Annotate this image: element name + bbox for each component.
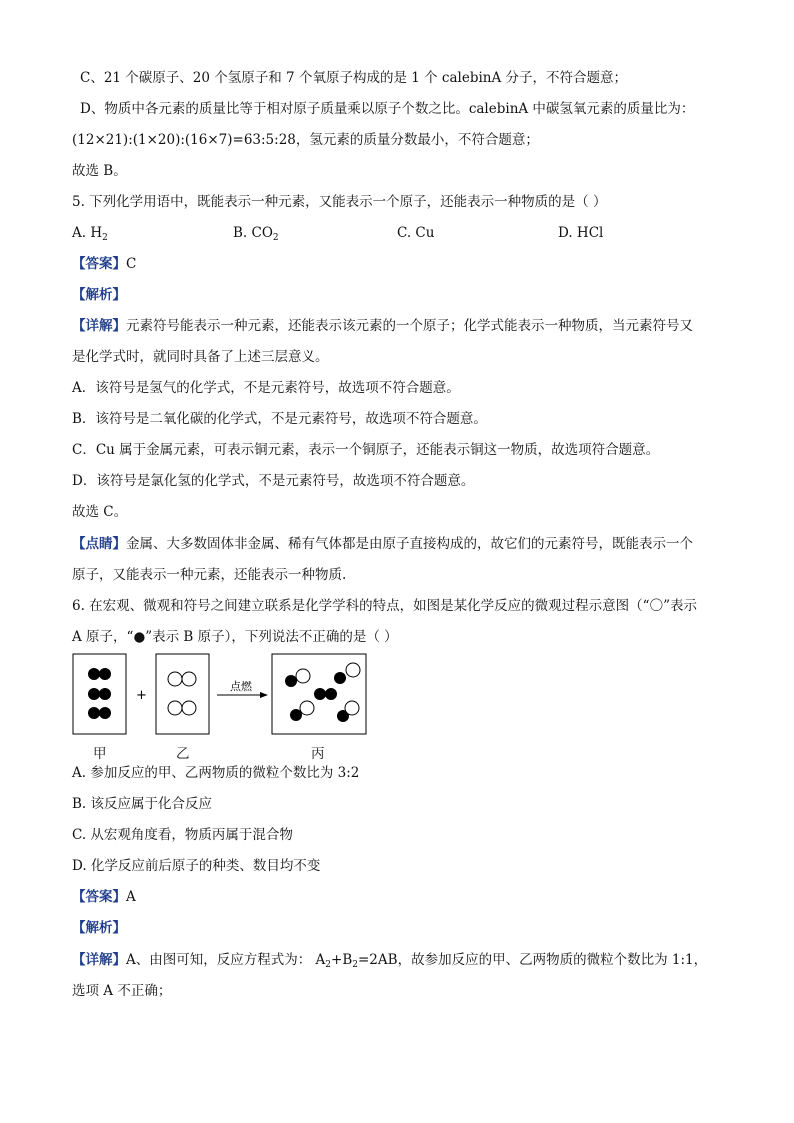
b-atom: [334, 672, 346, 684]
a2-molecule-atom: [182, 672, 196, 686]
q5-explain-c: C．Cu 属于金属元素，可表示铜元素，表示一个铜原子，还能表示铜这一物质，故选项符合题意。: [72, 442, 660, 458]
q6-answer: 【答案】A: [72, 889, 136, 905]
a2-molecule-atom: [168, 701, 182, 715]
q5-analysis-tag: 【解析】: [72, 287, 126, 303]
q5-comment-l1: 【点睛】金属、大多数固体非金属、稀有气体都是由原子直接构成的，故它们的元素符号，既能表示一个: [72, 536, 693, 552]
q5-explain-a: A．该符号是氢气的化学式，不是元素符号，故选项不符合题意。: [72, 380, 460, 396]
a-atom: [345, 701, 359, 715]
paragraph-conclusion: 故选 B。: [72, 163, 127, 179]
b2-molecule-atom: [88, 668, 100, 680]
q5-answer: 【答案】C: [72, 256, 137, 272]
q5-comment-l2: 原子，又能表示一种元素，还能表示一种物质.: [72, 567, 347, 583]
reaction-condition: 点燃: [230, 680, 252, 693]
q5-explain-b: B．该符号是二氧化碳的化学式，不是元素符号，故选项不符合题意。: [72, 411, 487, 427]
q5-option-d: D. HCl: [558, 225, 604, 241]
b2-molecule-atom: [99, 688, 111, 700]
b-atom: [325, 688, 337, 700]
q6-stem-l2: A 原子，“●”表示 B 原子），下列说法不正确的是（ ）: [72, 629, 398, 645]
q5-option-c: C. Cu: [397, 225, 435, 241]
a-atom: [346, 663, 360, 677]
q5-option-b: B. $CO_2$: [233, 225, 279, 243]
a2-molecule-atom: [168, 672, 182, 686]
q6-detail-l1: 【详解】A、由图可知，反应方程式为： $A_2+B_2=2AB$，故参加反应的甲、乙两物质的微粒个数比为 1:1，: [72, 952, 708, 970]
b2-molecule-atom: [99, 668, 111, 680]
b2-molecule-atom: [88, 707, 100, 719]
label-yi: 乙: [176, 746, 190, 762]
a-atom: [296, 669, 310, 683]
b-atom: [314, 688, 326, 700]
q6-option-d: D. 化学反应前后原子的种类、数目均不变: [72, 858, 321, 874]
q5-option-a: A. $H_2$: [72, 225, 108, 243]
reaction-diagram: [72, 652, 372, 766]
label-jia: 甲: [93, 746, 107, 762]
q6-stem-l1: 6. 在宏观、微观和符号之间建立联系是化学学科的特点，如图是某化学反应的微观过程示意图（“〇”表示: [72, 598, 697, 614]
reaction-arrow-head: [260, 692, 268, 698]
a2-molecule-atom: [182, 701, 196, 715]
q6-option-c: C. 从宏观角度看，物质丙属于混合物: [72, 827, 293, 843]
q5-explain-d: D．该符号是氯化氢的化学式，不是元素符号，故选项不符合题意。: [72, 473, 475, 489]
b2-molecule-atom: [99, 707, 111, 719]
q5-stem: 5. 下列化学用语中，既能表示一种元素，又能表示一个原子，还能表示一种物质的是（ ）: [72, 194, 607, 210]
reaction-diagram-svg: [72, 652, 372, 762]
a-atom: [300, 701, 314, 715]
label-bing: 丙: [311, 746, 325, 762]
q6-detail-l2: 选项 A 不正确；: [72, 983, 172, 999]
b-atom: [285, 675, 297, 687]
plus-sign: +: [136, 688, 147, 703]
q6-option-b: B. 该反应属于化合反应: [72, 796, 213, 812]
q5-detail-l1: 【详解】元素符号能表示一种元素，还能表示该元素的一个原子；化学式能表示一种物质，当元素符号又: [72, 318, 693, 334]
paragraph-mass-ratio: (12×21):(1×20):(16×7)=63:5:28，氢元素的质量分数最小，不符合题意；: [72, 132, 539, 148]
q6-analysis-tag: 【解析】: [72, 920, 126, 936]
box-yi: [156, 654, 209, 734]
paragraph-option-c: C、21 个碳原子、20 个氢原子和 7 个氧原子构成的是 1 个 calebinA 分子，不符合题意；: [80, 70, 628, 86]
b2-molecule-atom: [88, 688, 100, 700]
q5-detail-l2: 是化学式时，就同时具备了上述三层意义。: [72, 349, 329, 365]
q5-conclusion: 故选 C。: [72, 504, 128, 520]
answer-tag: 【答案】: [72, 256, 126, 272]
q6-option-a: A. 参加反应的甲、乙两物质的微粒个数比为 3:2: [72, 765, 360, 781]
paragraph-option-d: D、物质中各元素的质量比等于相对原子质量乘以原子个数之比。calebinA 中碳氢氧元素的质量比为：: [80, 101, 695, 117]
